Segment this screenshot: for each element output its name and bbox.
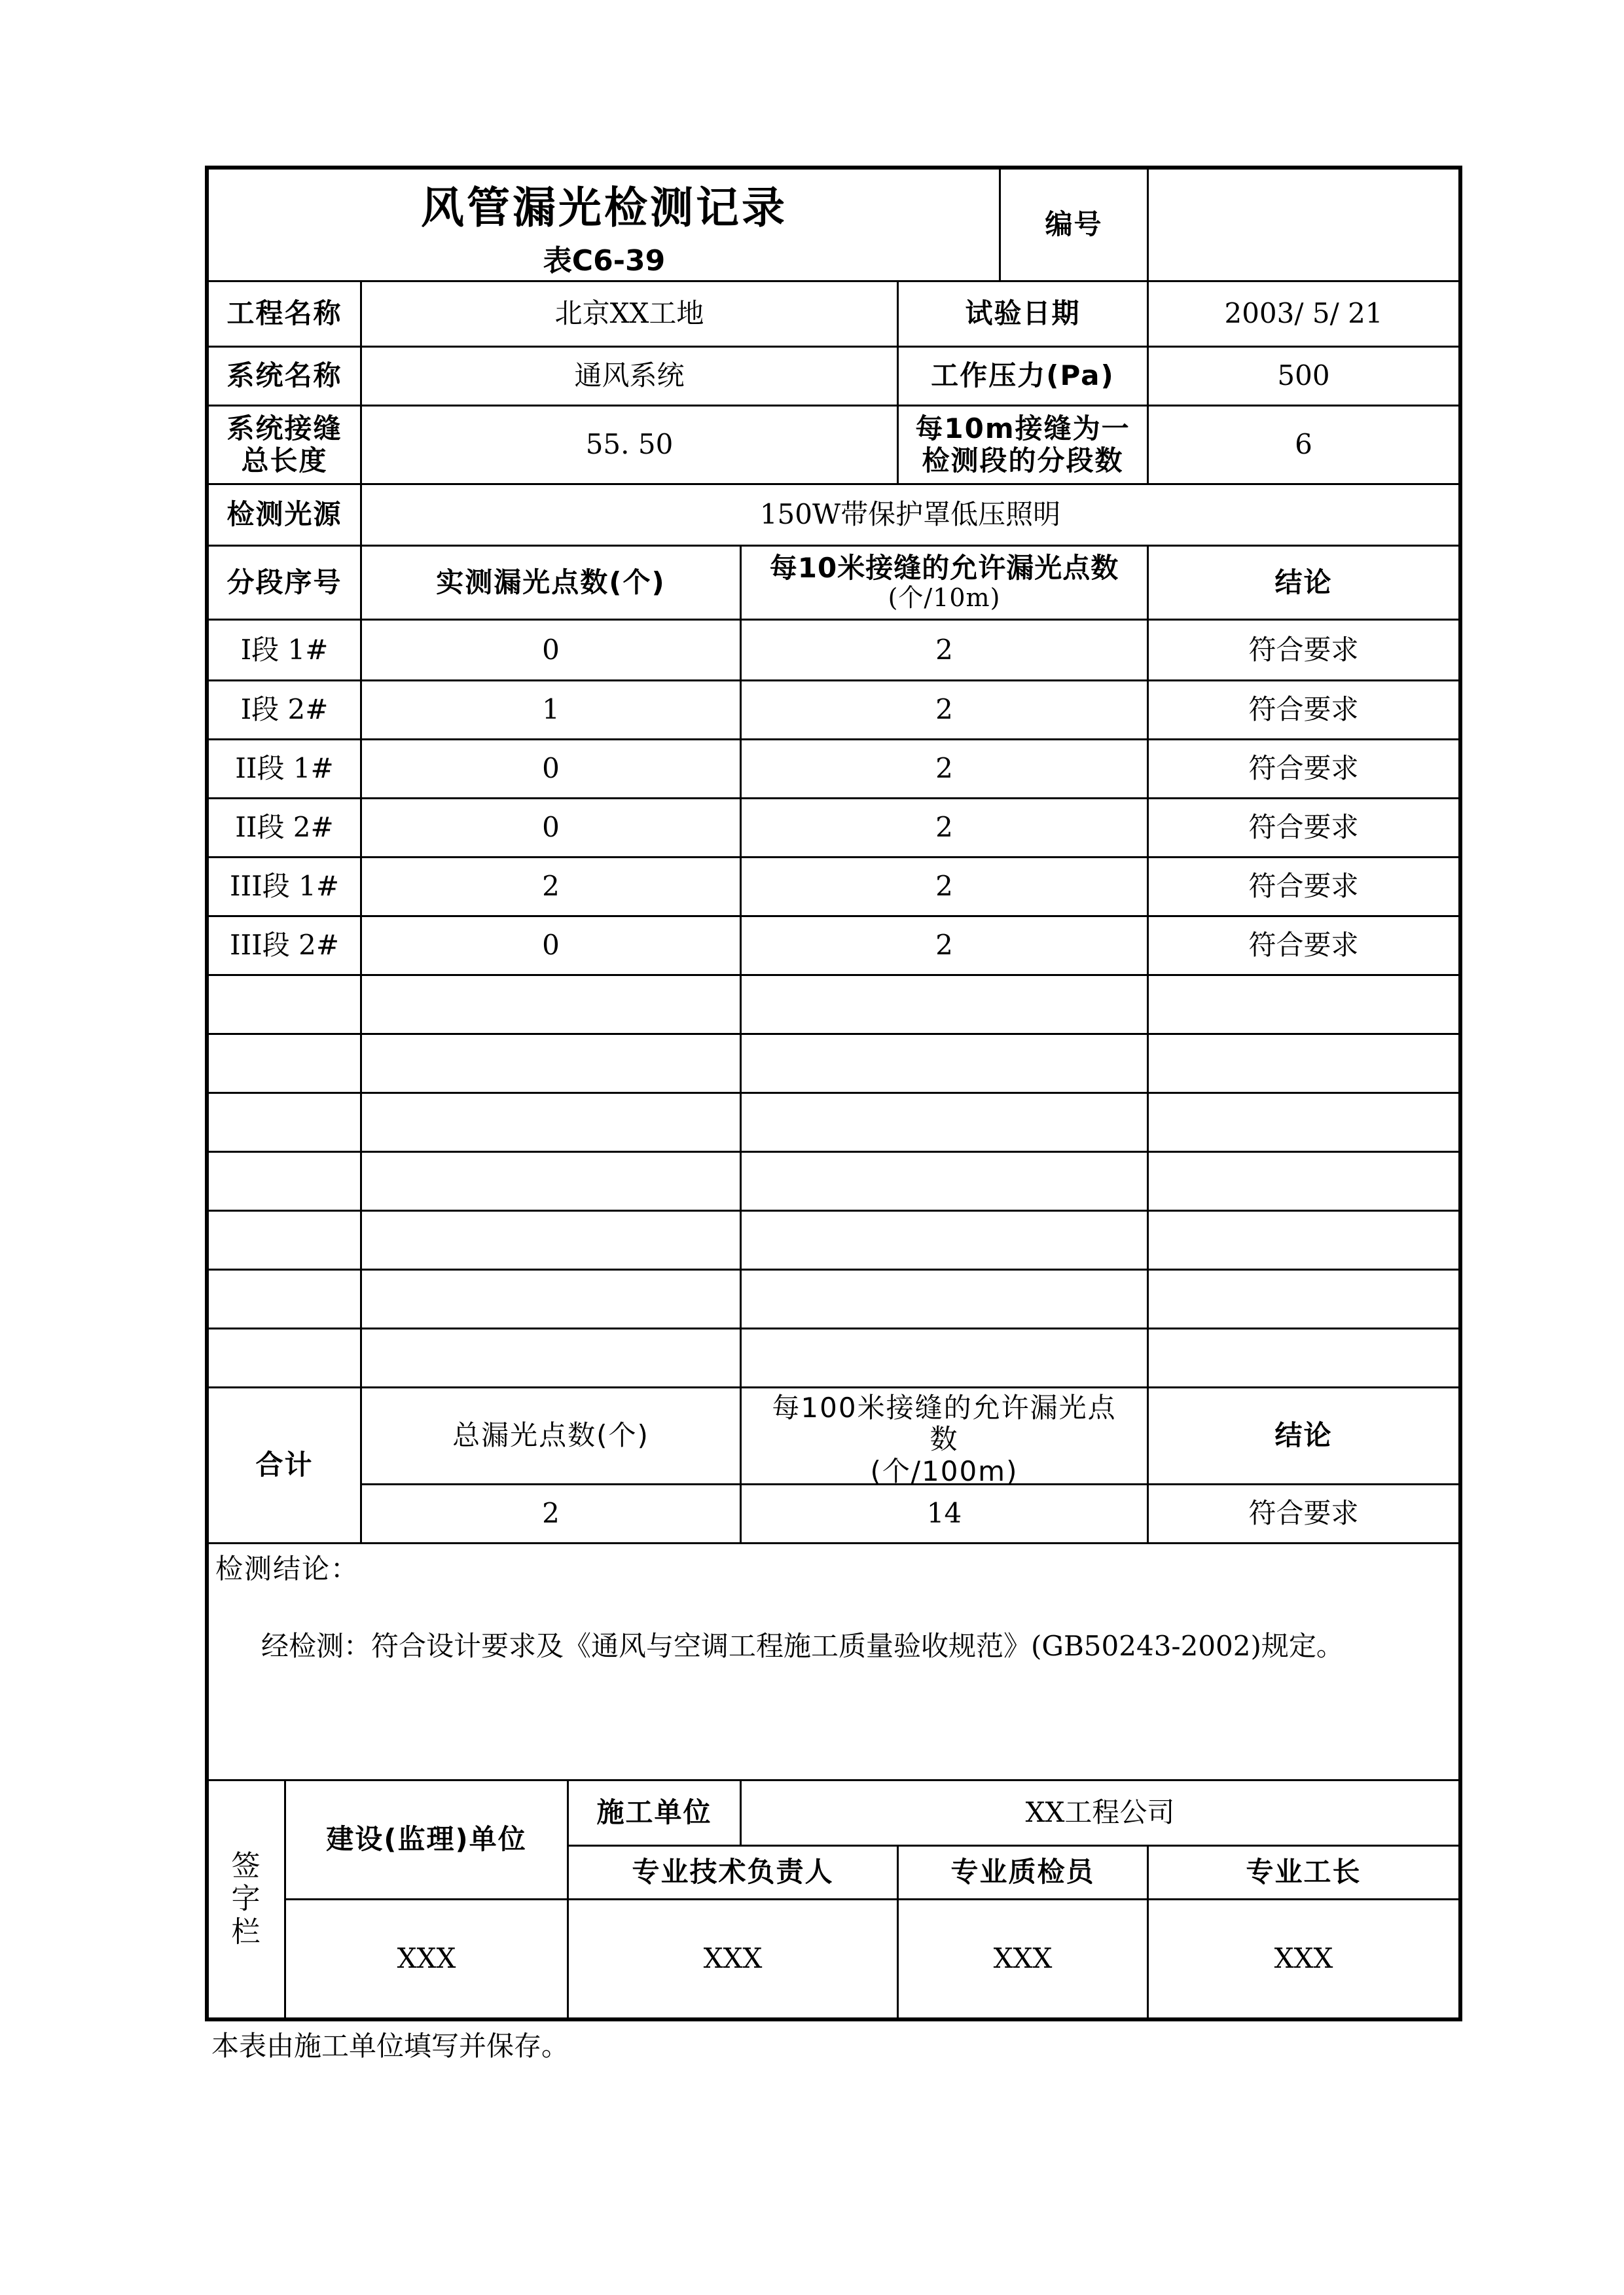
foreman-label: 专业工长 [1246, 1856, 1362, 1888]
total-points-value[interactable]: 2 [542, 1497, 560, 1530]
result-text[interactable]: 经检测：符合设计要求及《通风与空调工程施工质量验收规范》(GB50243-2002)规定。 [261, 1629, 1344, 1662]
row-1-measured[interactable]: 0 [542, 633, 560, 666]
total-conclusion-value[interactable]: 符合要求 [1248, 1497, 1359, 1530]
row-1-segment: I段 1# [240, 633, 329, 666]
segments-value[interactable]: 6 [1295, 428, 1312, 461]
col-allowed-header-line-1: 每10米接缝的允许漏光点数 [769, 552, 1119, 584]
row-6-conclusion[interactable]: 符合要求 [1248, 929, 1359, 962]
form-title: 风管漏光检测记录 [421, 183, 787, 234]
qc-inspector-label: 专业质检员 [950, 1856, 1095, 1888]
total-label: 合计 [255, 1449, 314, 1481]
seam-length-label [209, 407, 360, 483]
form-code: 表C6-39 [543, 244, 666, 278]
foreman-signature[interactable]: XXX [1274, 1942, 1333, 1975]
number-label: 编号 [1045, 208, 1103, 241]
pressure-label: 工作压力(Pa) [931, 359, 1115, 392]
row-5-segment: III段 1# [229, 870, 340, 903]
contractor-value[interactable]: XX工程公司 [1025, 1796, 1175, 1829]
hline-row-10 [205, 1210, 1462, 1212]
owner-unit-label: 建设(监理)单位 [326, 1823, 527, 1856]
col-allowed-header-line-2: (个/10m) [888, 583, 1001, 613]
system-label: 系统名称 [226, 359, 342, 392]
total-allowed-header-line-1: 每100米接缝的允许漏光点 [772, 1392, 1117, 1424]
row-4-measured[interactable]: 0 [542, 811, 560, 844]
result-label: 检测结论： [215, 1552, 360, 1585]
total-allowed-value[interactable]: 14 [926, 1497, 962, 1530]
project-value[interactable]: 北京XX工地 [554, 297, 704, 330]
hline-row-8 [205, 1092, 1462, 1094]
row-3-allowed[interactable]: 2 [935, 752, 953, 785]
seam-length-label-line-1: 系统接缝 [226, 412, 342, 445]
light-label: 检测光源 [226, 498, 342, 531]
sign-column-label-char-3: 栏 [231, 1915, 262, 1949]
row-2-allowed[interactable]: 2 [935, 693, 953, 726]
qc-inspector-signature[interactable]: XXX [993, 1942, 1053, 1975]
segments-label [899, 407, 1147, 483]
test-date-value[interactable]: 2003/ 5/ 21 [1224, 297, 1383, 330]
hline-row-7 [205, 1033, 1462, 1035]
row-6-measured[interactable]: 0 [542, 929, 560, 962]
hline-total-end [205, 1542, 1462, 1544]
sign-column-label-char-2: 字 [231, 1882, 262, 1916]
hline-row-6 [205, 974, 1462, 976]
row-1-allowed[interactable]: 2 [935, 633, 953, 666]
row-3-segment: II段 1# [235, 752, 334, 785]
row-2-conclusion[interactable]: 符合要求 [1248, 693, 1359, 726]
tech-lead-label: 专业技术负责人 [632, 1856, 834, 1888]
test-date-label: 试验日期 [965, 297, 1081, 330]
border-bottom [205, 2017, 1462, 2021]
total-allowed-header-line-2: 数 [929, 1423, 959, 1456]
footnote: 本表由施工单位填写并保存。 [211, 2029, 569, 2062]
segments-label-line-1: 每10m接缝为一 [915, 412, 1130, 445]
row-4-conclusion[interactable]: 符合要求 [1248, 811, 1359, 844]
hline-row-9 [205, 1151, 1462, 1153]
owner-signature[interactable]: XXX [397, 1942, 456, 1975]
hline-row-11 [205, 1269, 1462, 1271]
total-points-header: 总漏光点数(个) [452, 1419, 649, 1452]
project-label: 工程名称 [226, 297, 342, 330]
pressure-value[interactable]: 500 [1277, 359, 1330, 392]
hline-row-12 [205, 1328, 1462, 1329]
row-5-allowed[interactable]: 2 [935, 870, 953, 903]
contractor-label: 施工单位 [596, 1796, 712, 1829]
sign-column-label [209, 1781, 284, 2017]
row-3-measured[interactable]: 0 [542, 752, 560, 785]
number-value[interactable] [1149, 170, 1458, 280]
row-6-segment: III段 2# [229, 929, 340, 962]
segments-label-line-2: 检测段的分段数 [922, 444, 1124, 477]
row-5-measured[interactable]: 2 [542, 870, 560, 903]
row-2-segment: I段 2# [240, 693, 329, 726]
row-2-measured[interactable]: 1 [542, 693, 560, 726]
sign-column-label-char-1: 签 [231, 1849, 262, 1883]
row-6-allowed[interactable]: 2 [935, 929, 953, 962]
col-conclusion-header: 结论 [1274, 566, 1333, 598]
total-conclusion-header: 结论 [1274, 1419, 1333, 1452]
row-1-conclusion[interactable]: 符合要求 [1248, 633, 1359, 666]
row-3-conclusion[interactable]: 符合要求 [1248, 752, 1359, 785]
seam-length-label-line-2: 总长度 [241, 444, 328, 477]
row-4-allowed[interactable]: 2 [935, 811, 953, 844]
col-measured-header: 实测漏光点数(个) [436, 566, 666, 598]
system-value[interactable]: 通风系统 [574, 359, 685, 392]
col-allowed-header [742, 547, 1147, 619]
col-segment-header: 分段序号 [226, 566, 342, 598]
light-value[interactable]: 150W带保护罩低压照明 [759, 498, 1061, 531]
total-allowed-header [742, 1388, 1147, 1483]
seam-length-value[interactable]: 55. 50 [585, 428, 674, 461]
tech-lead-signature[interactable]: XXX [703, 1942, 763, 1975]
row-5-conclusion[interactable]: 符合要求 [1248, 870, 1359, 903]
total-allowed-header-line-3: (个/100m) [870, 1455, 1019, 1483]
row-4-segment: II段 2# [235, 811, 334, 844]
